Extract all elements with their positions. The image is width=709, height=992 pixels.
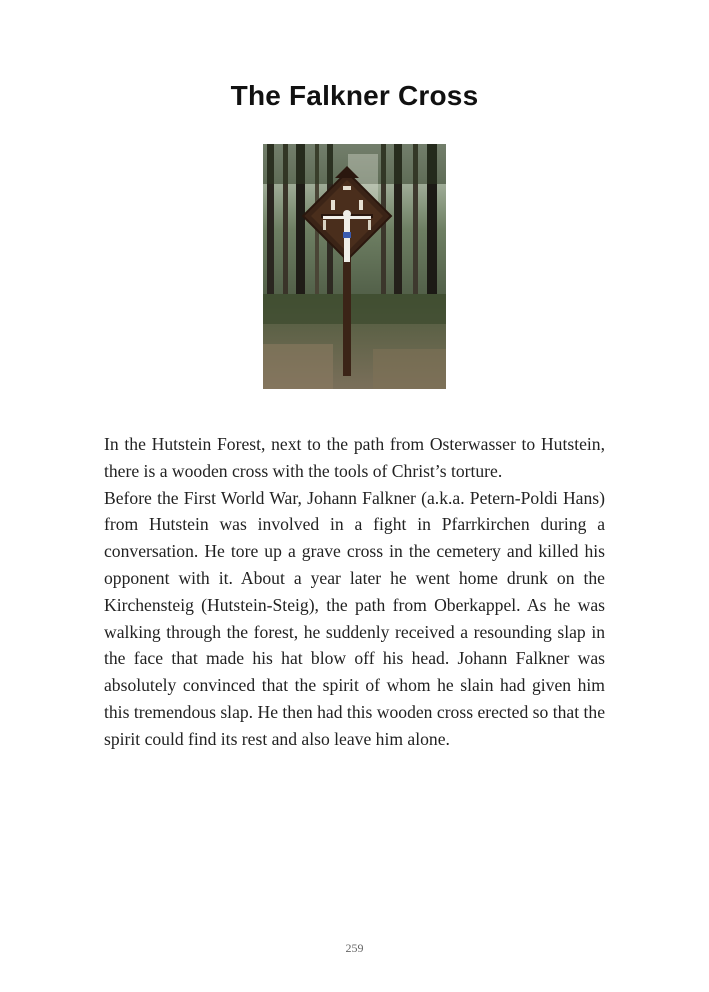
wooden-cross-photo	[263, 144, 446, 389]
story-text	[104, 431, 605, 753]
page-title: The Falkner Cross	[230, 80, 479, 111]
page-number: 259	[345, 941, 364, 955]
paragraph-intro: In the Hutstein Forest, next to the path from Osterwasser to Hutstein, there is a wooden cross with the tools of Christ’s torture.	[104, 434, 605, 481]
paragraph-story: Before the First World War, Johann Falkner (a.k.a. Petern-Poldi Hans) from Hutstein was involved in a fight in Pfarrkirchen during a conversation. He tore up a grave cross in the cemetery and killed his opponent with it. About a year later he went home drunk on the Kirchensteig (Hutstein-Steig), the path from Oberkappel. As he was walking through the forest, he suddenly received a resounding slap in the face that made his hat blow off his head. Johann Falkner was absolutely convinced that the spirit of whom he slain had given him this tremendous slap. He then had this wooden cross erected so that the spirit could find its rest and also leave him alone.	[104, 487, 605, 749]
